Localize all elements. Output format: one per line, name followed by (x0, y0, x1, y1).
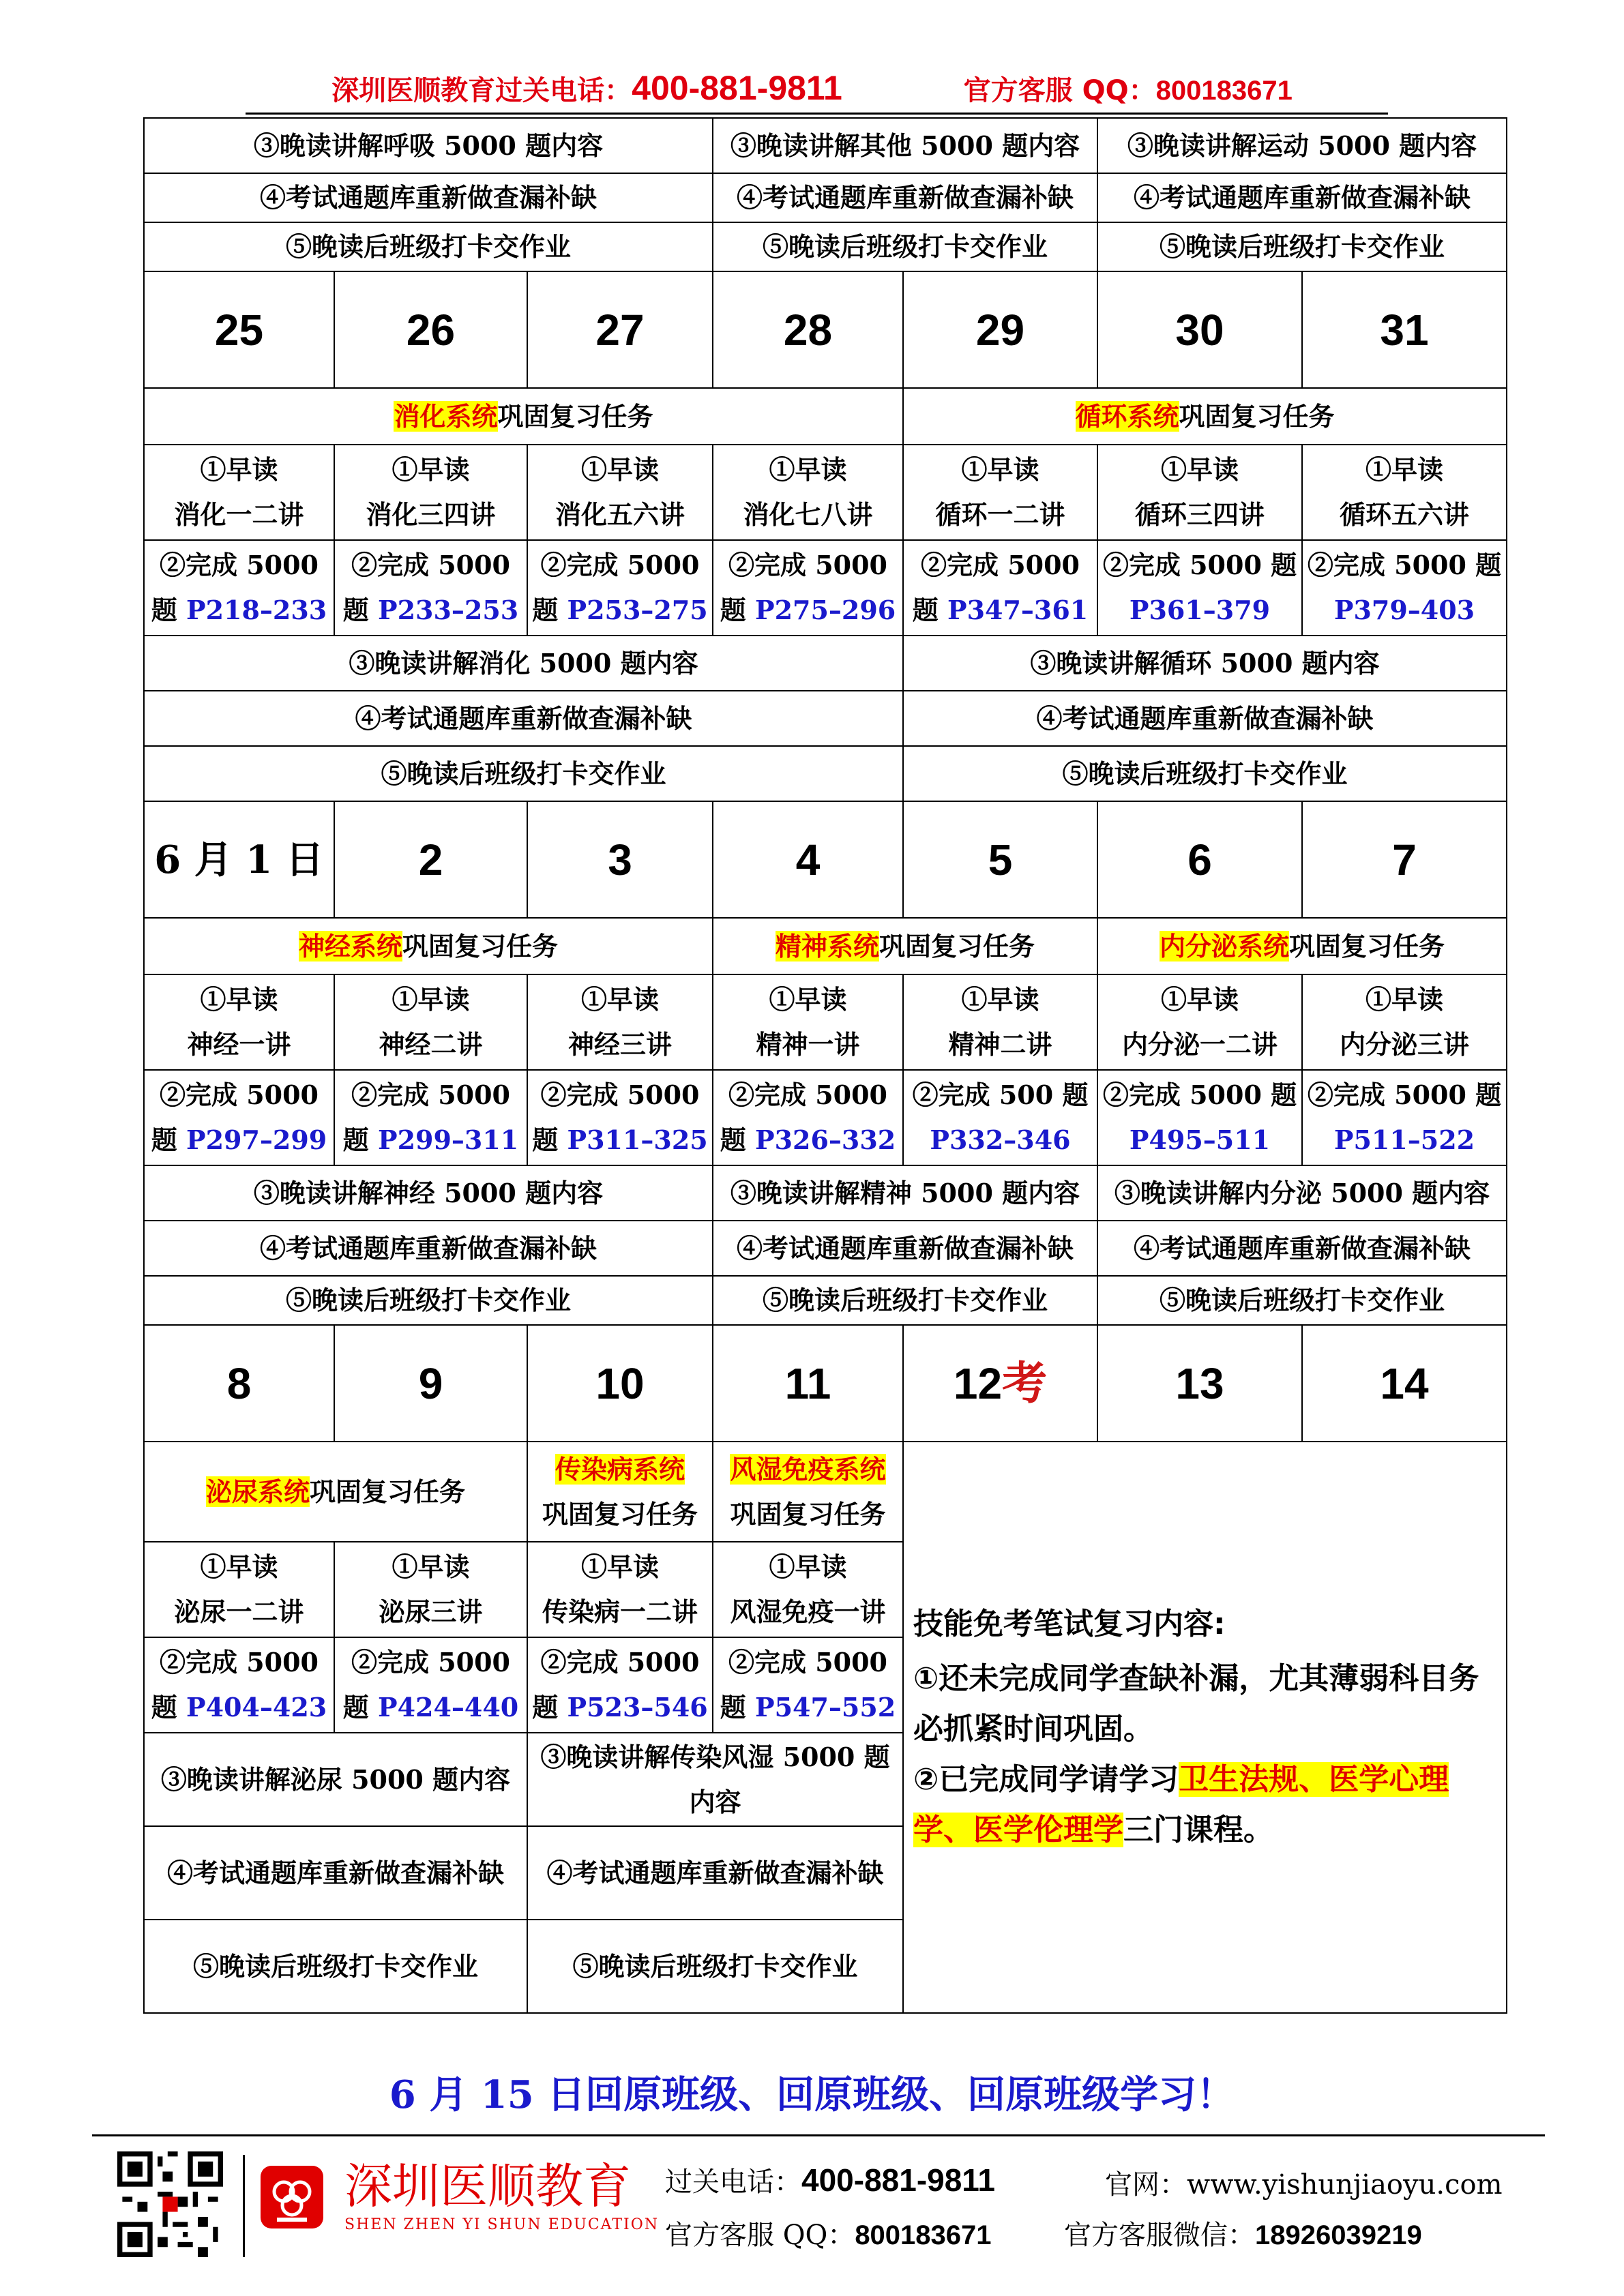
system-name: 循环系统 (1075, 400, 1179, 432)
date-cell: 7 (1302, 801, 1507, 918)
complete-questions: ②完成 5000 题 P379–403 (1302, 540, 1507, 636)
date-cell: 10 (527, 1325, 713, 1442)
complete-questions: ②完成 5000 题 P495–511 (1097, 1070, 1302, 1165)
morning-reading: ①早读 神经一讲 (144, 974, 334, 1070)
exam-redo: ④考试通题库重新做查漏补缺 (713, 1221, 1097, 1276)
complete-questions: ②完成 500 题 P332–346 (903, 1070, 1097, 1165)
complete-questions: ②完成 5000 题 P424–440 (334, 1637, 527, 1733)
class-checkin: ⑤晚读后班级打卡交作业 (144, 1276, 713, 1325)
complete-questions: ②完成 5000 题 P361–379 (1097, 540, 1302, 636)
date-cell: 26 (334, 271, 527, 388)
notes-item-1: ①还未完成同学查缺补漏，尤其薄弱科目务必抓紧时间巩固。 (913, 1661, 1479, 1746)
exam-redo: ④考试通题库重新做查漏补缺 (144, 691, 903, 746)
complete-questions: ②完成 5000 题 P511–522 (1302, 1070, 1507, 1165)
block0-checkin-c: ⑤晚读后班级打卡交作业 (1097, 222, 1507, 271)
morning-reading: ①早读 消化七八讲 (713, 445, 903, 540)
exam-day-mark: 考 (1002, 1356, 1048, 1410)
morning-reading: ①早读 传染病一二讲 (527, 1542, 713, 1637)
footer-website: 官网：www.yishunjiaoyu.com (1105, 2169, 1503, 2201)
morning-reading: ①早读 精神二讲 (903, 974, 1097, 1070)
morning-reading: ①早读 内分泌一二讲 (1097, 974, 1302, 1070)
system-task-header: 循环系统巩固复习任务 (903, 388, 1507, 445)
morning-reading: ①早读 内分泌三讲 (1302, 974, 1507, 1070)
morning-reading: ①早读 泌尿一二讲 (144, 1542, 334, 1637)
date-cell: 12考 (903, 1325, 1097, 1442)
footer-divider (92, 2134, 1545, 2136)
date-cell: 28 (713, 271, 903, 388)
footer-qq: 官方客服 QQ：800183671 (665, 2220, 992, 2251)
system-name: 风湿免疫系统 (730, 1453, 886, 1485)
complete-questions: ②完成 5000 题 P326–332 (713, 1070, 903, 1165)
class-checkin: ⑤晚读后班级打卡交作业 (144, 746, 903, 801)
footer-wechat: 官方客服微信：18926039219 (1064, 2220, 1422, 2251)
class-checkin: ⑤晚读后班级打卡交作业 (144, 1920, 527, 2013)
system-task-header: 传染病系统 巩固复习任务 (527, 1442, 713, 1542)
system-name: 内分泌系统 (1160, 930, 1290, 961)
system-task-header: 神经系统巩固复习任务 (144, 918, 713, 974)
system-name: 精神系统 (775, 930, 879, 961)
morning-reading: ①早读 精神一讲 (713, 974, 903, 1070)
evening-reading: ③晚读讲解泌尿 5000 题内容 (144, 1733, 527, 1826)
date-cell: 6 (1097, 801, 1302, 918)
system-name: 泌尿系统 (205, 1476, 310, 1507)
notes-item-2: ②已完成同学请学习卫生法规、医学心理学、医学伦理学三门课程。 (913, 1762, 1449, 1847)
header-phone-label: 深圳医顺教育过关电话： (331, 75, 632, 106)
complete-questions: ②完成 5000 题 P218–233 (144, 540, 334, 636)
exam-redo: ④考试通题库重新做查漏补缺 (527, 1826, 903, 1920)
date-cell: 25 (144, 271, 334, 388)
complete-questions: ②完成 5000 题 P275–296 (713, 540, 903, 636)
evening-reading: ③晚读讲解消化 5000 题内容 (144, 636, 903, 691)
date-cell: 11 (713, 1325, 903, 1442)
block0-checkin-a: ⑤晚读后班级打卡交作业 (144, 222, 713, 271)
morning-reading: ①早读 风湿免疫一讲 (713, 1542, 903, 1637)
exam-redo: ④考试通题库重新做查漏补缺 (903, 691, 1507, 746)
date-cell: 30 (1097, 271, 1302, 388)
date-cell: 8 (144, 1325, 334, 1442)
exam-notes (903, 1442, 1507, 2013)
notes-title: 技能免考笔试复习内容: (913, 1607, 1226, 1641)
header-qq-label: 官方客服 QQ： (963, 75, 1156, 106)
complete-questions: ②完成 5000 题 P404–423 (144, 1637, 334, 1733)
system-task-header: 内分泌系统巩固复习任务 (1097, 918, 1507, 974)
date-cell: 9 (334, 1325, 527, 1442)
evening-reading: ③晚读讲解循环 5000 题内容 (903, 636, 1507, 691)
evening-reading: ③晚读讲解传染风湿 5000 题内容 (527, 1733, 903, 1826)
block0-evening-a: ③晚读讲解呼吸 5000 题内容 (144, 118, 713, 173)
block0-evening-c: ③晚读讲解运动 5000 题内容 (1097, 118, 1507, 173)
system-task-header: 泌尿系统巩固复习任务 (144, 1442, 527, 1542)
system-name: 消化系统 (394, 400, 498, 432)
morning-reading: ①早读 消化五六讲 (527, 445, 713, 540)
block0-checkin-b: ⑤晚读后班级打卡交作业 (713, 222, 1097, 271)
morning-reading: ①早读 泌尿三讲 (334, 1542, 527, 1637)
morning-reading: ①早读 消化一二讲 (144, 445, 334, 540)
footer-phone: 过关电话：400-881-9811 (665, 2162, 995, 2198)
class-checkin: ⑤晚读后班级打卡交作业 (713, 1276, 1097, 1325)
brand-logo-icon (258, 2163, 326, 2231)
complete-questions: ②完成 5000 题 P523–546 (527, 1637, 713, 1733)
evening-reading: ③晚读讲解精神 5000 题内容 (713, 1165, 1097, 1221)
system-task-header: 风湿免疫系统 巩固复习任务 (713, 1442, 903, 1542)
morning-reading: ①早读 消化三四讲 (334, 445, 527, 540)
morning-reading: ①早读 循环三四讲 (1097, 445, 1302, 540)
block0-exam-b: ④考试通题库重新做查漏补缺 (713, 173, 1097, 222)
header-divider (246, 113, 1388, 115)
date-cell: 3 (527, 801, 713, 918)
complete-questions: ②完成 5000 题 P233–253 (334, 540, 527, 636)
schedule-table (143, 117, 1507, 2014)
qr-code-icon (117, 2151, 223, 2257)
date-cell: 14 (1302, 1325, 1507, 1442)
system-task-header: 消化系统巩固复习任务 (144, 388, 903, 445)
date-cell: 13 (1097, 1325, 1302, 1442)
header-contact (0, 68, 1624, 108)
class-checkin: ⑤晚读后班级打卡交作业 (527, 1920, 903, 2013)
exam-redo: ④考试通题库重新做查漏补缺 (144, 1221, 713, 1276)
system-name: 神经系统 (298, 930, 402, 961)
morning-reading: ①早读 循环五六讲 (1302, 445, 1507, 540)
exam-redo: ④考试通题库重新做查漏补缺 (1097, 1221, 1507, 1276)
system-task-header: 精神系统巩固复习任务 (713, 918, 1097, 974)
date-cell: 29 (903, 271, 1097, 388)
complete-questions: ②完成 5000 题 P253–275 (527, 540, 713, 636)
date-cell: 4 (713, 801, 903, 918)
complete-questions: ②完成 5000 题 P347–361 (903, 540, 1097, 636)
evening-reading: ③晚读讲解神经 5000 题内容 (144, 1165, 713, 1221)
complete-questions: ②完成 5000 题 P299–311 (334, 1070, 527, 1165)
morning-reading: ①早读 循环一二讲 (903, 445, 1097, 540)
class-checkin: ⑤晚读后班级打卡交作业 (903, 746, 1507, 801)
morning-reading: ①早读 神经二讲 (334, 974, 527, 1070)
date-cell: 6 月 1 日 (144, 801, 334, 918)
complete-questions: ②完成 5000 题 P311–325 (527, 1070, 713, 1165)
class-checkin: ⑤晚读后班级打卡交作业 (1097, 1276, 1507, 1325)
footer-vertical-divider (243, 2155, 245, 2257)
exam-redo: ④考试通题库重新做查漏补缺 (144, 1826, 527, 1920)
block0-exam-a: ④考试通题库重新做查漏补缺 (144, 173, 713, 222)
header-qq: 800183671 (1155, 76, 1293, 106)
date-cell: 27 (527, 271, 713, 388)
header-phone: 400-881-9811 (632, 69, 842, 107)
date-cell: 31 (1302, 271, 1507, 388)
brand-name: 深圳医顺教育 (344, 2158, 631, 2214)
date-cell: 5 (903, 801, 1097, 918)
brand-name-en: SHEN ZHEN YI SHUN EDUCATION (344, 2216, 659, 2233)
block0-exam-c: ④考试通题库重新做查漏补缺 (1097, 173, 1507, 222)
date-cell: 2 (334, 801, 527, 918)
return-class-slogan: 6 月 15 日回原班级、回原班级、回原班级学习！ (389, 2072, 1235, 2117)
complete-questions: ②完成 5000 题 P547–552 (713, 1637, 903, 1733)
system-name: 传染病系统 (555, 1453, 685, 1485)
complete-questions: ②完成 5000 题 P297–299 (144, 1070, 334, 1165)
evening-reading: ③晚读讲解内分泌 5000 题内容 (1097, 1165, 1507, 1221)
block0-evening-b: ③晚读讲解其他 5000 题内容 (713, 118, 1097, 173)
morning-reading: ①早读 神经三讲 (527, 974, 713, 1070)
